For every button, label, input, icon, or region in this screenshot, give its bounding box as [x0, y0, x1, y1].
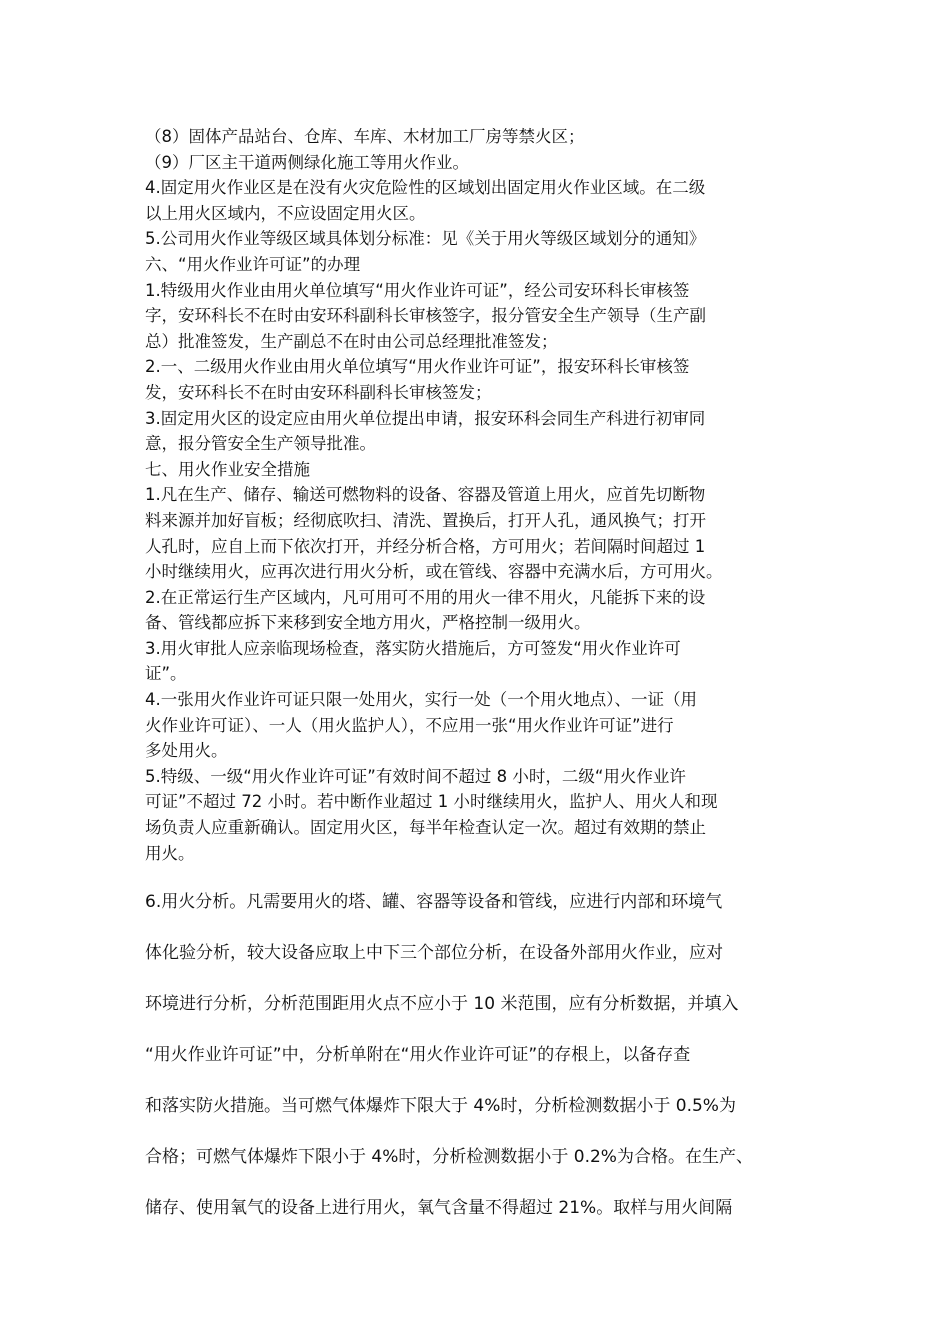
- text-line: 3.固定用火区的设定应由用火单位提出申请，报安环科会同生产科进行初审同: [145, 408, 706, 428]
- text-line: 用火。: [145, 843, 195, 863]
- text-line: 料来源并加好盲板；经彻底吹扫、清洗、置换后，打开人孔，通风换气；打开: [145, 510, 706, 530]
- text-line: 4.固定用火作业区是在没有火灾危险性的区域划出固定用火作业区域。在二级: [145, 178, 706, 198]
- text-line: 备、管线都应拆下来移到安全地方用火，严格控制一级用火。: [145, 613, 591, 633]
- text-line: 和落实防火措施。当可燃气体爆炸下限大于 4%时，分析检测数据小于 0.5%为: [145, 1096, 736, 1116]
- text-line: 5.特级、一级“用火作业许可证”有效时间不超过 8 小时，二级“用火作业许: [145, 766, 686, 786]
- text-line: （8）固体产品站台、仓库、车库、木材加工厂房等禁火区；: [145, 127, 585, 146]
- text-line: 火作业许可证）、一人（用火监护人），不应用一张“用火作业许可证”进行: [145, 715, 674, 735]
- text-line: 1.凡在生产、储存、输送可燃物料的设备、容器及管道上用火，应首先切断物: [145, 485, 706, 505]
- fire-analysis-paragraph: [145, 877, 825, 1234]
- text-line: 储存、使用氧气的设备上进行用火，氧气含量不得超过 21%。取样与用火间隔: [145, 1198, 733, 1218]
- text-line: 4.一张用火作业许可证只限一处用火，实行一处（一个用火地点）、一证（用: [145, 690, 697, 710]
- text-line: 总）批准签发，生产副总不在时由公司总经理批准签发；: [145, 331, 558, 351]
- regulation-text-block: [145, 124, 810, 866]
- text-line: 小时继续用火，应再次进行用火分析，或在管线、容器中充满水后，方可用火。: [145, 562, 723, 582]
- text-line: 可证”不超过 72 小时。若中断作业超过 1 小时继续用火，监护人、用火人和现: [145, 792, 718, 812]
- text-line: 多处用火。: [145, 741, 228, 761]
- text-line: （9）厂区主干道两侧绿化施工等用火作业。: [145, 152, 469, 172]
- text-line: 2.在正常运行生产区域内，凡可用可不用的用火一律不用火，凡能拆下来的设: [145, 587, 706, 607]
- text-line: 合格；可燃气体爆炸下限小于 4%时，分析检测数据小于 0.2%为合格。在生产、: [145, 1147, 753, 1167]
- text-line: 发，安环科长不在时由安环科副科长审核签发；: [145, 382, 492, 402]
- text-line: 体化验分析，较大设备应取上中下三个部位分析，在设备外部用火作业，应对: [145, 943, 723, 963]
- text-line: 1.特级用火作业由用火单位填写“用火作业许可证”，经公司安环科长审核签: [145, 280, 690, 300]
- text-line: “用火作业许可证”中，分析单附在“用火作业许可证”的存根上，以备存查: [145, 1045, 691, 1065]
- text-line: 意，报分管安全生产领导批准。: [145, 434, 376, 454]
- text-line: 2.一、二级用火作业由用火单位填写“用火作业许可证”，报安环科长审核签: [145, 357, 690, 377]
- text-line: 场负责人应重新确认。固定用火区，每半年检查认定一次。超过有效期的禁止: [145, 818, 706, 838]
- text-line: 3.用火审批人应亲临现场检查，落实防火措施后，方可签发“用火作业许可: [145, 638, 681, 658]
- text-line: 以上用火区域内，不应设固定用火区。: [145, 203, 426, 223]
- text-line: 人孔时，应自上而下依次打开，并经分析合格，方可用火；若间隔时间超过 1: [145, 536, 706, 556]
- section-heading: 六、“用火作业许可证”的办理: [145, 254, 361, 274]
- section-heading: 七、用火作业安全措施: [145, 459, 310, 479]
- text-line: 字，安环科长不在时由安环科副科长审核签字，报分管安全生产领导（生产副: [145, 306, 706, 326]
- text-line: 环境进行分析，分析范围距用火点不应小于 10 米范围，应有分析数据，并填入: [145, 994, 739, 1014]
- text-line: 证”。: [145, 664, 187, 684]
- text-line: 6.用火分析。凡需要用火的塔、罐、容器等设备和管线，应进行内部和环境气: [145, 892, 723, 912]
- text-line: 5.公司用火作业等级区域具体划分标准：见《关于用火等级区域划分的通知》: [145, 229, 706, 249]
